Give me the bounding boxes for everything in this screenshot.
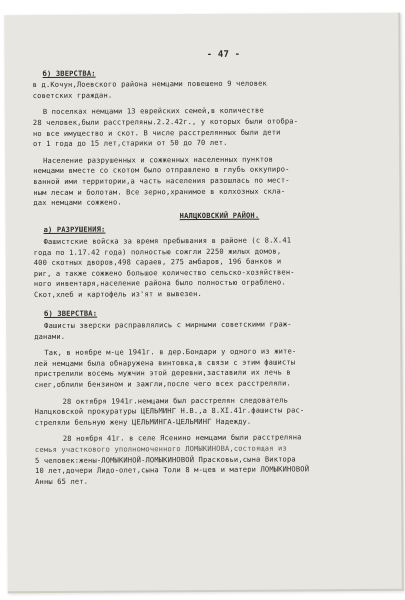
text-line: 400 скотных дворов,498 сараев, 275 амбаров, 196 банков и xyxy=(33,256,282,268)
text-line: Налцковской прокуратуры ЦЕЛЬМИНГ Н.В.,а 8.XI.41г.фашисты рас- xyxy=(34,405,305,417)
section-heading-atrocities-2: б) ЗВЕРСТВА: xyxy=(44,309,98,319)
text-line: в д.Кочун,Лоевского района немцами повешено 9 человек xyxy=(32,78,267,90)
text-line: 28 ноября 41г. в селе Ясенино немцами были расстреляна xyxy=(62,432,302,444)
text-line: 10 лет,дочери Лидо-олет,сына Толи 8 м-цев и матери ЛОМЫКИНОВОЙ xyxy=(34,464,310,476)
text-line: В поселках немцами 13 еврейских семей,в количестве xyxy=(42,106,264,117)
text-line: Так, в ноябре м-це 1941г. в дер.Бондари у одного из жите- xyxy=(44,346,297,358)
text-line: Фашистские войска за время пребывания в районе (с 8.X.41 xyxy=(43,235,292,246)
document-body xyxy=(32,49,387,488)
text-line: ного инвентаря,население района было полностью ограблено. xyxy=(33,277,286,289)
text-line: от 1 года до 15 лет,старики от 50 до 70 лет. xyxy=(32,138,228,149)
district-title: НАЛЦКОВСКИЙ РАЙОН. xyxy=(179,210,260,220)
text-line: ным лесам и болотам. Все зерно,хранимое в колхозных скла- xyxy=(33,186,286,197)
text-line: Анны 65 лет. xyxy=(35,476,89,486)
text-line: ванной ими территории,а часть населения разошлась по мест- xyxy=(33,175,290,186)
text-line: советских граждан. xyxy=(32,90,113,100)
text-line: Фашисты зверски расправлялись с мирными советскими граж- xyxy=(44,319,292,331)
text-line: риг, а также сожжено большое количество сельско-хозяйствен- xyxy=(33,267,295,278)
text-line: года по 1.17.42 года) полностью сожгли 2250 жилых домов, xyxy=(33,246,282,257)
text-line: но все имущество и скот. В числе расстрелянных были дети xyxy=(32,127,281,138)
text-line: пристрелили восемь мужчин этой деревни,заставили их лечь в xyxy=(34,367,291,379)
document-sheet xyxy=(4,13,404,593)
text-line: Скот,хлеб и картофель из'ят и вывезен. xyxy=(33,288,202,299)
text-line: 28 человек,были расстреляны.2.2.42г., у которых были отобра- xyxy=(32,116,299,128)
text-line: снег,облили бензином и зажгли,после чего всех расстреляли. xyxy=(34,378,291,390)
text-line: данами. xyxy=(34,331,66,341)
text-line: Население разрушенных и сожженных населенных пунктов xyxy=(43,154,274,165)
text-line: немцами вместе со скотом было отправлено в глубь оккупиро- xyxy=(33,164,290,176)
page-number: - 47 - xyxy=(206,49,241,60)
section-heading-destruction: а) РАЗРУШЕНИЯ: xyxy=(43,224,106,235)
text-line: дах немцами сожжено. xyxy=(33,197,122,208)
text-line: стреляли бельную жену ЦЕЛЬМИНГА-ЦЕЛЬМИНГ Надежду. xyxy=(34,416,252,427)
text-line: 5 человек:жены-ЛОМЫКИНОЙ-ЛОМЫКИНОВОЙ Прасковьи,сына Виктора xyxy=(34,454,296,465)
text-line: 28 октября 1941г.немцами был расстрелян следователь xyxy=(62,395,289,406)
text-line: семья участкового уполномоченного ЛОМЫКИНОВА,состоящая из xyxy=(34,443,287,455)
text-line: лей немцами была обнаружена винтовка,в связи с этим фашисты xyxy=(34,357,296,368)
section-heading-atrocities: б) ЗВЕРСТВА: xyxy=(42,68,96,78)
